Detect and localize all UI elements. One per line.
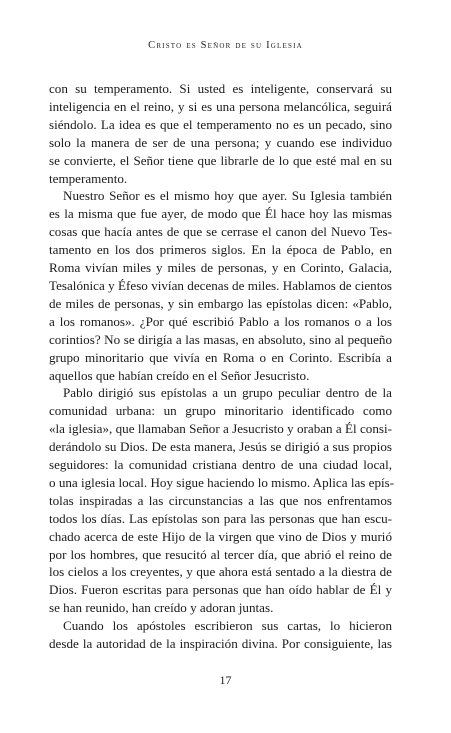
text-line: a los romanos». ¿Por qué escribió Pablo a los romanos o a los [49,313,392,329]
body-text [49,80,395,653]
text-line: desde la autoridad de la inspiración divina. Por consiguiente, las [49,636,392,652]
text-line: seguidores: la comunidad cristiana dentro de una ciudad local, [49,457,392,473]
text-line: los cielos a los creyentes, y que ahora está sentado a la diestra de [49,564,392,580]
text-line: inteligencia en el reino, y si es una persona melancólica, seguirá [49,98,392,114]
text-line: cosas que hacía antes de que se cerrase el canon del Nuevo Tes- [49,224,392,240]
text-line: Roma vivían miles y miles de personas, y en Corinto, Galacia, [49,260,392,276]
text-line: tolas inspiradas a las circunstancias a las que nos enfrentamos [49,492,392,508]
page-number: 17 [219,673,232,687]
text-line: derándolo su Dios. De esta manera, Jesús se dirigió a sus propios [49,439,392,455]
paragraph [49,187,392,384]
text-line: grupo minoritario que vivía en Roma o en Corinto. Escribía a [49,349,392,365]
text-line: Dios. Fueron escritas para personas que han oído hablar de Él y [49,582,392,598]
text-line: Cuando los apóstoles escribieron sus cartas, lo hicieron [63,618,392,634]
text-line: se han reunido, han creído y adoran juntas. [49,600,274,616]
text-line: comunidad urbana: un grupo minoritario identificado como [49,403,392,419]
text-line: todos los días. Las epístolas son para las personas que han escu- [49,510,392,526]
text-line: «la iglesia», que llamaban Señor a Jesucristo y oraban a Él consi- [49,421,392,437]
text-line: aquellos que habían creído en el Señor Jesucristo. [49,367,310,383]
text-line: con su temperamento. Si usted es inteligente, conservará su [49,81,392,96]
paragraph [49,80,392,187]
text-line: es la misma que fue ayer, de modo que Él hace hoy las mismas [49,206,392,222]
paragraph [49,617,392,653]
text-line: tamento en los dos primeros siglos. En la época de Pablo, en [49,242,392,258]
text-line: de miles de personas, y sin embargo las epístolas dicen: «Pablo, [49,295,392,311]
text-line: se convierte, el Señor tiene que librarle de lo que esté mal en su [49,152,392,168]
text-line: temperamento. [49,170,128,186]
paragraph [49,384,395,617]
text-line: Nuestro Señor es el mismo hoy que ayer. Su Iglesia también [63,188,392,204]
text-line: por los hombres, que resucitó al tercer día, que abrió el reino de [49,546,392,562]
text-line: chado acerca de este Hijo de la virgen que vino de Dios y murió [49,528,392,544]
text-line: o una iglesia local. Hoy sigue haciendo lo mismo. Aplica las epís- [49,474,395,490]
text-line: siéndolo. La idea es que el temperamento no es un pecado, sino [49,116,392,132]
running-head: Cristo es Señor de su Iglesia [148,40,303,51]
text-line: solo la manera de ser de una persona; y cuando ese individuo [49,134,392,150]
text-line: corintios? No se dirigía a las masas, en absoluto, sino al pequeño [49,331,392,347]
text-line: Tesalónica y Éfeso vivían decenas de miles. Hablamos de cientos [49,277,392,293]
text-line: Pablo dirigió sus epístolas a un grupo peculiar dentro de la [63,385,392,401]
